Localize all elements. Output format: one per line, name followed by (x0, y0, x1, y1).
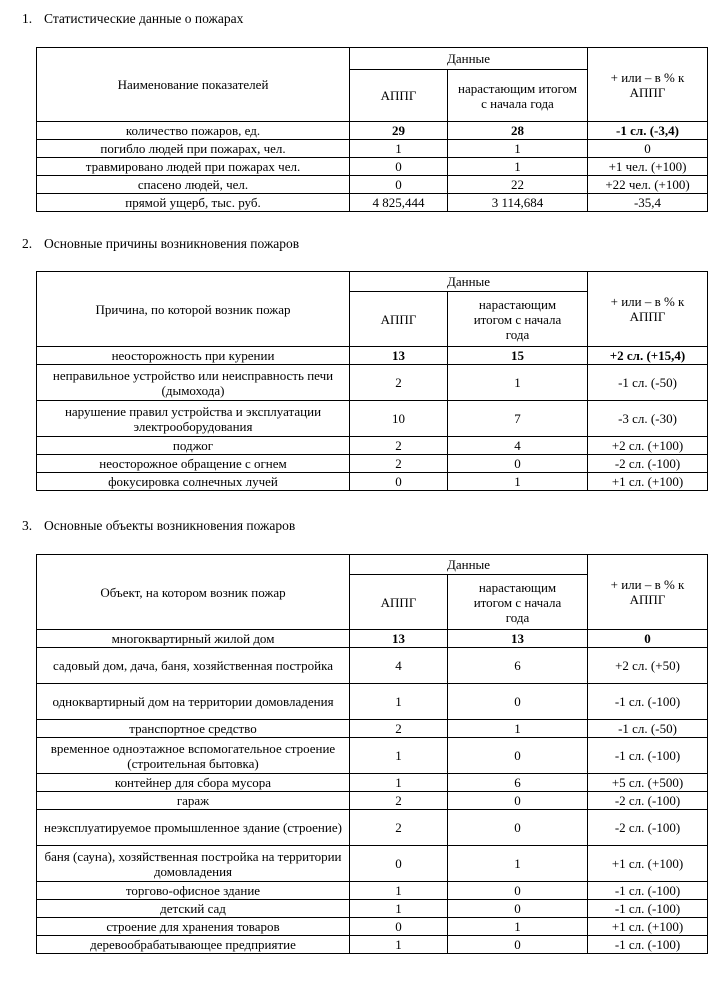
table-row (37, 720, 708, 738)
row-name-cell: одноквартирный дом на территории домовладения (37, 684, 350, 720)
row-name-cell: гараж (37, 792, 350, 810)
fire-objects-table (36, 554, 708, 954)
table-row (37, 918, 708, 936)
row-name-cell: травмировано людей при пожарах чел. (37, 158, 350, 176)
row-cumulative-cell: 0 (448, 738, 588, 774)
row-appg-cell: 10 (350, 401, 448, 437)
header-data: Данные (350, 48, 588, 70)
row-name-cell: погибло людей при пожарах, чел. (37, 140, 350, 158)
table-row (37, 365, 708, 401)
row-delta-cell: +22 чел. (+100) (588, 176, 708, 194)
header-name: Причина, по которой возник пожар (37, 272, 350, 347)
row-delta-cell: -3 сл. (-30) (588, 401, 708, 437)
row-delta-cell: -1 сл. (-50) (588, 365, 708, 401)
row-name-cell: фокусировка солнечных лучей (37, 473, 350, 491)
row-delta-cell: -1 сл. (-50) (588, 720, 708, 738)
row-name-cell: многоквартирный жилой дом (37, 630, 350, 648)
row-appg-cell: 2 (350, 455, 448, 473)
row-cumulative-cell: 15 (448, 347, 588, 365)
row-appg-cell: 1 (350, 882, 448, 900)
row-appg-cell: 1 (350, 140, 448, 158)
row-delta-cell: -1 сл. (-3,4) (588, 122, 708, 140)
row-cumulative-cell: 1 (448, 846, 588, 882)
row-appg-cell: 1 (350, 774, 448, 792)
section-number: 2. (22, 236, 33, 251)
section-heading: Статистические данные о пожарах (44, 11, 244, 26)
header-data: Данные (350, 555, 588, 575)
table-row (37, 158, 708, 176)
row-delta-cell: +2 сл. (+15,4) (588, 347, 708, 365)
row-delta-cell: -35,4 (588, 194, 708, 212)
section-3-title (22, 518, 295, 534)
section-number: 3. (22, 518, 33, 533)
row-name-cell: садовый дом, дача, баня, хозяйственная постройка (37, 648, 350, 684)
row-appg-cell: 4 (350, 648, 448, 684)
row-delta-cell: 0 (588, 140, 708, 158)
fire-statistics-table (36, 47, 708, 212)
table-row (37, 774, 708, 792)
header-delta: + или – в % к АППГ (588, 272, 708, 347)
table-row (37, 194, 708, 212)
row-appg-cell: 4 825,444 (350, 194, 448, 212)
row-appg-cell: 2 (350, 792, 448, 810)
row-name-cell: прямой ущерб, тыс. руб. (37, 194, 350, 212)
row-name-cell: деревообрабатывающее предприятие (37, 936, 350, 954)
section-2-title (22, 236, 299, 252)
row-cumulative-cell: 0 (448, 792, 588, 810)
section-heading: Основные объекты возникновения пожаров (44, 518, 296, 533)
header-appg: АППГ (350, 70, 448, 122)
table-row (37, 437, 708, 455)
row-delta-cell: 0 (588, 630, 708, 648)
row-appg-cell: 2 (350, 810, 448, 846)
header-cumulative: нарастающим итогом с начала года (448, 292, 588, 347)
row-appg-cell: 2 (350, 365, 448, 401)
row-cumulative-cell: 1 (448, 918, 588, 936)
row-name-cell: строение для хранения товаров (37, 918, 350, 936)
row-name-cell: баня (сауна), хозяйственная постройка на территории домовладения (37, 846, 350, 882)
header-appg: АППГ (350, 575, 448, 630)
row-cumulative-cell: 28 (448, 122, 588, 140)
row-name-cell: контейнер для сбора мусора (37, 774, 350, 792)
row-name-cell: неправильное устройство или неисправность печи (дымохода) (37, 365, 350, 401)
table-row (37, 684, 708, 720)
table-row (37, 936, 708, 954)
row-delta-cell: +1 чел. (+100) (588, 158, 708, 176)
section-number: 1. (22, 11, 33, 26)
table-row (37, 738, 708, 774)
row-cumulative-cell: 0 (448, 936, 588, 954)
row-cumulative-cell: 0 (448, 684, 588, 720)
row-delta-cell: +1 сл. (+100) (588, 473, 708, 491)
row-appg-cell: 0 (350, 918, 448, 936)
row-appg-cell: 29 (350, 122, 448, 140)
row-name-cell: неэксплуатируемое промышленное здание (строение) (37, 810, 350, 846)
header-appg: АППГ (350, 292, 448, 347)
table-row (37, 473, 708, 491)
row-cumulative-cell: 7 (448, 401, 588, 437)
row-cumulative-cell: 13 (448, 630, 588, 648)
row-name-cell: количество пожаров, ед. (37, 122, 350, 140)
row-appg-cell: 1 (350, 936, 448, 954)
row-name-cell: торгово-офисное здание (37, 882, 350, 900)
table-row (37, 401, 708, 437)
header-name: Наименование показателей (37, 48, 350, 122)
row-name-cell: временное одноэтажное вспомогательное строение (строительная бытовка) (37, 738, 350, 774)
table-row (37, 630, 708, 648)
table-row (37, 122, 708, 140)
header-delta: + или – в % к АППГ (588, 555, 708, 630)
row-appg-cell: 2 (350, 437, 448, 455)
header-cumulative: нарастающим итогом с начала года (448, 70, 588, 122)
header-data: Данные (350, 272, 588, 292)
row-name-cell: неосторожность при курении (37, 347, 350, 365)
row-delta-cell: -1 сл. (-100) (588, 936, 708, 954)
row-cumulative-cell: 0 (448, 882, 588, 900)
row-delta-cell: +2 сл. (+50) (588, 648, 708, 684)
table-row (37, 176, 708, 194)
row-name-cell: поджог (37, 437, 350, 455)
row-cumulative-cell: 1 (448, 158, 588, 176)
row-cumulative-cell: 4 (448, 437, 588, 455)
table-row (37, 882, 708, 900)
row-delta-cell: -1 сл. (-100) (588, 900, 708, 918)
row-name-cell: нарушение правил устройства и эксплуатации электрооборудования (37, 401, 350, 437)
row-delta-cell: +2 сл. (+100) (588, 437, 708, 455)
row-cumulative-cell: 0 (448, 810, 588, 846)
row-cumulative-cell: 1 (448, 720, 588, 738)
section-heading: Основные причины возникновения пожаров (44, 236, 300, 251)
row-cumulative-cell: 1 (448, 473, 588, 491)
header-delta: + или – в % к АППГ (588, 48, 708, 122)
row-delta-cell: +1 сл. (+100) (588, 918, 708, 936)
row-appg-cell: 0 (350, 176, 448, 194)
row-cumulative-cell: 3 114,684 (448, 194, 588, 212)
row-cumulative-cell: 6 (448, 774, 588, 792)
table-row (37, 792, 708, 810)
row-cumulative-cell: 1 (448, 365, 588, 401)
row-delta-cell: +1 сл. (+100) (588, 846, 708, 882)
table-row (37, 810, 708, 846)
table-row (37, 455, 708, 473)
row-delta-cell: -2 сл. (-100) (588, 455, 708, 473)
row-cumulative-cell: 22 (448, 176, 588, 194)
row-name-cell: неосторожное обращение с огнем (37, 455, 350, 473)
table-row (37, 140, 708, 158)
section-1-title (22, 11, 243, 27)
row-appg-cell: 2 (350, 720, 448, 738)
row-appg-cell: 0 (350, 158, 448, 176)
header-name: Объект, на котором возник пожар (37, 555, 350, 630)
row-appg-cell: 0 (350, 846, 448, 882)
row-appg-cell: 13 (350, 630, 448, 648)
fire-causes-table (36, 271, 708, 491)
row-delta-cell: -1 сл. (-100) (588, 738, 708, 774)
row-name-cell: детский сад (37, 900, 350, 918)
row-delta-cell: -1 сл. (-100) (588, 684, 708, 720)
table-row (37, 648, 708, 684)
row-cumulative-cell: 1 (448, 140, 588, 158)
table-row (37, 347, 708, 365)
row-cumulative-cell: 6 (448, 648, 588, 684)
row-delta-cell: +5 сл. (+500) (588, 774, 708, 792)
header-cumulative: нарастающим итогом с начала года (448, 575, 588, 630)
row-appg-cell: 1 (350, 900, 448, 918)
row-appg-cell: 13 (350, 347, 448, 365)
row-appg-cell: 1 (350, 684, 448, 720)
row-delta-cell: -2 сл. (-100) (588, 792, 708, 810)
row-name-cell: спасено людей, чел. (37, 176, 350, 194)
row-delta-cell: -1 сл. (-100) (588, 882, 708, 900)
row-name-cell: транспортное средство (37, 720, 350, 738)
table-row (37, 846, 708, 882)
row-appg-cell: 1 (350, 738, 448, 774)
row-delta-cell: -2 сл. (-100) (588, 810, 708, 846)
row-cumulative-cell: 0 (448, 455, 588, 473)
table-row (37, 900, 708, 918)
row-appg-cell: 0 (350, 473, 448, 491)
row-cumulative-cell: 0 (448, 900, 588, 918)
